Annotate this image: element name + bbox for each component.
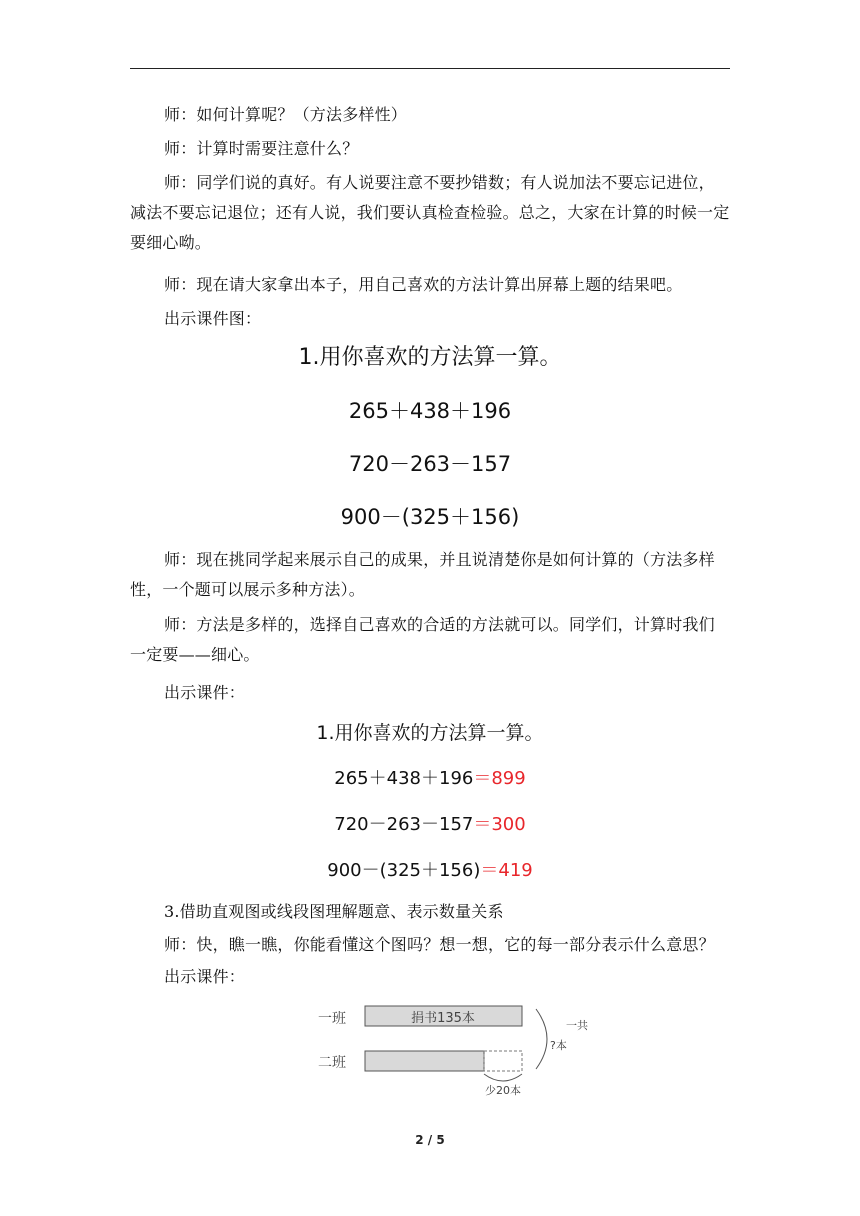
total-brace: [536, 1009, 547, 1069]
total-label-top: 一共: [566, 1019, 588, 1032]
paragraph-attention: 师：计算时需要注意什么？: [164, 139, 359, 158]
slide1-equation-3: 900－(325＋156): [340, 505, 520, 529]
slide1-title: 1.用你喜欢的方法算一算。: [298, 345, 562, 370]
slide2-equation-2: [0, 810, 860, 836]
slide2-equation-3: [0, 856, 860, 882]
paragraph-show-slide: 出示课件图：: [164, 309, 262, 328]
class1-label: 一班: [318, 1011, 346, 1027]
total-label-bottom: ?本: [550, 1039, 567, 1052]
line-segment-diagram: [300, 995, 600, 1105]
paragraph-take-notebook: 师：现在请大家拿出本子，用自己喜欢的方法计算出屏幕上题的结果吧。: [164, 275, 683, 294]
section3-heading: 3.借助直观图或线段图理解题意、表示数量关系: [164, 902, 504, 921]
less-brace: [484, 1074, 522, 1081]
section3-show: 出示课件：: [164, 967, 246, 986]
paragraph-how-to-calc: 师：如何计算呢？（方法多样性）: [164, 105, 408, 124]
slide1-equation-2: 720－263－157: [348, 452, 512, 476]
header-rule: [130, 68, 730, 69]
page-number: 2 / 5: [415, 1133, 445, 1147]
paragraph-methods-diverse: 师：方法是多样的，选择自己喜欢的合适的方法就可以。同学们，计算时我们一定要——细心。: [130, 615, 715, 664]
slide2-answer-2: ＝300: [473, 814, 526, 835]
slide2-expr-1: 265＋438＋196: [334, 768, 474, 789]
slide2-answer-1: ＝899: [473, 768, 526, 789]
slide2-expr-2: 720－263－157: [334, 814, 474, 835]
paragraph-show-results: 师：现在挑同学起来展示自己的成果，并且说清楚你是如何计算的（方法多样性，一个题可以展示多种方法）。: [130, 550, 715, 599]
slide2-equation-1: [0, 764, 860, 790]
paragraph-summary: 师：同学们说的真好。有人说要注意不要抄错数；有人说加法不要忘记进位，减法不要忘记退位；还有人说，我们要认真检查检验。总之，大家在计算的时候一定要细心呦。: [130, 173, 730, 252]
paragraph-show-slide-2: 出示课件：: [164, 683, 246, 702]
less-label: 少20本: [485, 1084, 521, 1097]
class2-missing-segment: [484, 1051, 522, 1071]
slide2-title: 1.用你喜欢的方法算一算。: [316, 722, 544, 744]
class2-bar: [365, 1051, 484, 1071]
slide1-equation-1: 265＋438＋196: [348, 399, 512, 423]
class1-bar-text: 捐书135本: [411, 1011, 475, 1026]
slide2-answer-3: ＝419: [480, 860, 533, 881]
class2-label: 二班: [318, 1055, 346, 1071]
slide2-expr-3: 900－(325＋156): [327, 860, 481, 881]
section3-teacher-line: 师：快，瞧一瞧，你能看懂这个图吗？想一想，它的每一部分表示什么意思？: [164, 935, 715, 954]
